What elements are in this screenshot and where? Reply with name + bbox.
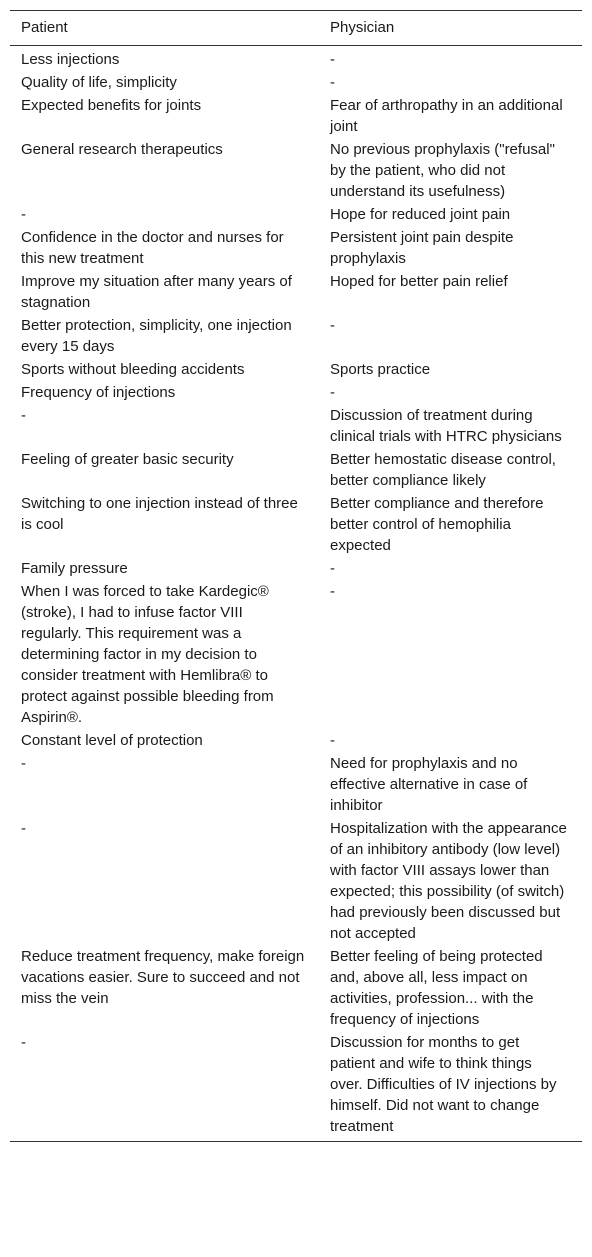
cell-patient: Switching to one injection instead of three is cool [21,495,298,533]
cell-patient: Expected benefits for joints [21,97,202,114]
table-container [10,10,582,1142]
table-row [10,204,582,227]
table-row [10,315,582,359]
cell-patient: Improve my situation after many years of stagnation [21,273,292,311]
patient-physician-table [10,10,582,1142]
cell-physician: - [330,732,335,749]
table-row [10,271,582,315]
table-row [10,1032,582,1142]
table-row [10,72,582,95]
table-row [10,359,582,382]
table-row [10,227,582,271]
cell-physician: Discussion for months to get patient and wife to think things over. Difficulties of IV injections by himself. Did not want to change treatment [330,1034,557,1135]
table-row [10,95,582,139]
header-row [10,11,582,46]
cell-physician: Better feeling of being protected and, above all, less impact on activities, profession... with the frequency of injections [330,948,543,1028]
cell-patient: Confidence in the doctor and nurses for this new treatment [21,229,284,267]
cell-patient: Reduce treatment frequency, make foreign vacations easier. Sure to succeed and not miss the vein [21,948,305,1007]
column-header-physician: Physician [330,19,395,36]
cell-physician: Persistent joint pain despite prophylaxis [330,229,514,267]
table-row [10,382,582,405]
table-row [10,581,582,730]
table-row [10,946,582,1032]
cell-physician: Hospitalization with the appearance of an inhibitory antibody (low level) with factor VIII assays lower than expected; this possibility (of switch) had previously been discussed but not accepted [330,820,567,942]
cell-physician: - [330,74,335,91]
cell-physician: Hope for reduced joint pain [330,206,511,223]
cell-physician: - [330,560,335,577]
cell-physician: Need for prophylaxis and no effective alternative in case of inhibitor [330,755,528,814]
table-row [10,558,582,581]
table-row [10,730,582,753]
cell-physician: No previous prophylaxis ("refusal" by the patient, who did not understand its usefulness) [330,141,555,200]
table-body [10,46,582,1142]
cell-patient: Frequency of injections [21,384,176,401]
column-header-patient: Patient [21,19,68,36]
cell-physician: Sports practice [330,361,431,378]
cell-physician: - [330,317,335,334]
cell-physician: - [330,384,335,401]
cell-patient: Sports without bleeding accidents [21,361,245,378]
cell-patient: - [21,206,26,223]
table-row [10,46,582,73]
cell-physician: - [330,583,335,600]
cell-physician: Better compliance and therefore better control of hemophilia expected [330,495,544,554]
cell-physician: - [330,51,335,68]
table-row [10,493,582,558]
table-row [10,449,582,493]
cell-physician: Fear of arthropathy in an additional joint [330,97,563,135]
cell-patient: - [21,755,26,772]
cell-patient: - [21,407,26,424]
cell-physician: Hoped for better pain relief [330,273,508,290]
cell-patient: - [21,820,26,837]
cell-patient: Quality of life, simplicity [21,74,177,91]
cell-physician: Discussion of treatment during clinical trials with HTRC physicians [330,407,562,445]
table-row [10,139,582,204]
cell-patient: General research therapeutics [21,141,223,158]
table-header [10,11,582,46]
cell-patient: Less injections [21,51,120,68]
table-row [10,753,582,818]
cell-patient: Family pressure [21,560,128,577]
cell-patient: Constant level of protection [21,732,203,749]
cell-patient: When I was forced to take Kardegic® (stroke), I had to infuse factor VIII regularly. This requirement was a determining factor in my decision to consider treatment with Hemlibra® to protect against possible bleeding from Aspirin®. [21,583,274,726]
cell-patient: - [21,1034,26,1051]
table-row [10,405,582,449]
table-row [10,818,582,946]
cell-patient: Feeling of greater basic security [21,451,234,468]
cell-patient: Better protection, simplicity, one injection every 15 days [21,317,292,355]
cell-physician: Better hemostatic disease control, better compliance likely [330,451,556,489]
